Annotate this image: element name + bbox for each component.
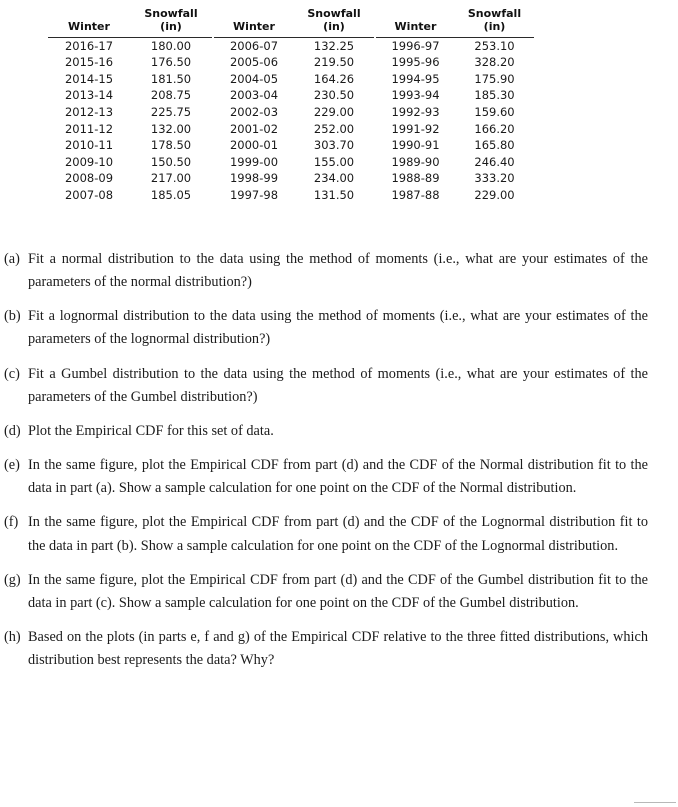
table-row [214, 88, 374, 105]
cell-winter: 1997-98 [229, 187, 279, 202]
cell-snowfall: 229.00 [313, 104, 355, 119]
column-header-snowfall [455, 0, 534, 38]
snowfall-table-group-1 [48, 0, 212, 204]
cell-winter: 1991-92 [391, 121, 440, 136]
cell-snowfall: 178.50 [150, 138, 192, 153]
table-row [376, 38, 534, 55]
cell-winter: 1994-95 [391, 71, 440, 86]
question-text-c: Fit a Gumbel distribution to the data using the method of moments (i.e., what are your estimates of the parameters of the Gumbel distribution?) [28, 365, 648, 405]
cell-winter: 2013-14 [64, 88, 114, 103]
question-item-a [0, 248, 678, 294]
cell-winter: 2014-15 [64, 71, 114, 86]
table-row [376, 88, 534, 105]
table-header [48, 0, 212, 38]
cell-winter: 2000-01 [229, 138, 279, 153]
cell-winter: 1993-94 [391, 88, 440, 103]
question-text-g: In the same figure, plot the Empirical CDF from part (d) and the CDF of the Gumbel distribution fit to the data in part (c). Show a sample calculation for one point on the CDF of the Gumbel distribution. [28, 571, 648, 611]
cell-snowfall: 175.90 [474, 71, 515, 86]
snowfall-table-group-3 [376, 0, 534, 204]
snowfall-table [214, 0, 374, 204]
table-row [48, 121, 212, 138]
cell-winter: 1996-97 [391, 38, 440, 53]
table-row [376, 71, 534, 88]
cell-snowfall: 303.70 [313, 138, 355, 153]
table-row [48, 55, 212, 72]
table-row [376, 104, 534, 121]
cell-winter: 1999-00 [229, 154, 279, 169]
cell-snowfall: 159.60 [474, 104, 515, 119]
cell-snowfall: 181.50 [150, 71, 192, 86]
cell-snowfall: 234.00 [313, 171, 355, 186]
question-item-g [0, 569, 678, 615]
cell-winter: 2016-17 [64, 38, 114, 53]
table-row [214, 71, 374, 88]
table-row [48, 171, 212, 188]
table-row [376, 138, 534, 155]
table-header-row [376, 0, 534, 38]
column-header-snowfall [130, 0, 212, 38]
cell-winter: 1992-93 [391, 104, 440, 119]
question-label-f: (f) [4, 514, 19, 531]
cell-snowfall: 246.40 [474, 154, 515, 169]
cell-snowfall: 229.00 [474, 187, 515, 202]
table-row [214, 55, 374, 72]
cell-winter: 2002-03 [229, 104, 279, 119]
question-item-c [0, 363, 678, 409]
table-row [48, 187, 212, 204]
table-row [376, 121, 534, 138]
table-header [376, 0, 534, 38]
question-label-g: (g) [4, 571, 21, 588]
table-row [376, 154, 534, 171]
column-header-snowfall [294, 0, 374, 38]
page-edge-artifact [634, 802, 676, 803]
question-item-b [0, 305, 678, 351]
cell-snowfall: 166.20 [474, 121, 515, 136]
table-row [48, 154, 212, 171]
table-row [376, 187, 534, 204]
question-item-h [0, 626, 678, 672]
table-row [376, 55, 534, 72]
question-item-f [0, 511, 678, 557]
table-row [48, 104, 212, 121]
question-list [0, 248, 678, 683]
question-text-f: In the same figure, plot the Empirical CDF from part (d) and the CDF of the Lognormal distribution fit to the data in part (b). Show a sample calculation for one point on the CDF of the Lognormal distribution. [28, 514, 648, 554]
cell-winter: 2009-10 [64, 154, 114, 169]
cell-snowfall: 219.50 [313, 55, 355, 70]
cell-winter: 2005-06 [229, 55, 279, 70]
table-header [214, 0, 374, 38]
table-row [214, 154, 374, 171]
cell-snowfall: 217.00 [150, 171, 192, 186]
snowfall-table [48, 0, 212, 204]
column-header-snowfall-units: (in) [483, 20, 506, 34]
cell-winter: 1995-96 [391, 55, 440, 70]
cell-winter: 2007-08 [64, 187, 114, 202]
cell-snowfall: 253.10 [474, 38, 515, 53]
table-row [214, 104, 374, 121]
column-header-winter: Winter [376, 0, 455, 38]
cell-winter: 2012-13 [64, 104, 114, 119]
column-header-winter: Winter [214, 0, 294, 38]
cell-winter: 1987-88 [391, 187, 440, 202]
column-header-snowfall-units: (in) [323, 20, 345, 34]
cell-winter: 1998-99 [229, 171, 279, 186]
question-label-a: (a) [4, 251, 20, 267]
question-text-h: Based on the plots (in parts e, f and g) of the Empirical CDF relative to the three fitted distributions, which distribution best represents the data? Why? [28, 629, 648, 669]
column-header-snowfall-line1: Snowfall [467, 7, 522, 21]
table-row [214, 38, 374, 55]
question-item-e [0, 454, 678, 500]
cell-winter: 2001-02 [229, 121, 279, 136]
cell-winter: 1989-90 [391, 154, 440, 169]
column-header-snowfall-units: (in) [160, 20, 182, 34]
snowfall-data-table-block [0, 0, 678, 243]
cell-winter: 2011-12 [64, 121, 114, 136]
cell-snowfall: 185.30 [474, 88, 515, 103]
column-header-winter: Winter [48, 0, 130, 38]
question-label-e: (e) [4, 457, 20, 474]
question-text-b: Fit a lognormal distribution to the data using the method of moments (i.e., what are your estimates of the parameters of the lognormal distribution?) [28, 308, 648, 348]
cell-snowfall: 164.26 [313, 71, 355, 86]
cell-winter: 2004-05 [229, 71, 279, 86]
table-row [214, 138, 374, 155]
table-row [214, 171, 374, 188]
cell-winter: 1990-91 [391, 138, 440, 153]
table-body [48, 38, 212, 204]
table-body [376, 38, 534, 204]
table-body [214, 38, 374, 204]
question-text-d: Plot the Empirical CDF for this set of data. [28, 422, 274, 439]
cell-snowfall: 230.50 [313, 88, 355, 103]
cell-snowfall: 150.50 [150, 154, 192, 169]
table-header-row [48, 0, 212, 38]
table-row [376, 171, 534, 188]
cell-snowfall: 328.20 [474, 55, 515, 70]
cell-snowfall: 185.05 [150, 187, 192, 202]
cell-snowfall: 208.75 [150, 88, 192, 103]
table-row [48, 138, 212, 155]
table-row [214, 187, 374, 204]
cell-winter: 2006-07 [229, 38, 279, 53]
question-label-h: (h) [4, 629, 21, 646]
cell-winter: 2015-16 [64, 55, 114, 70]
cell-snowfall: 225.75 [150, 104, 192, 119]
cell-snowfall: 155.00 [313, 154, 355, 169]
column-header-snowfall-line1: Snowfall [144, 7, 198, 21]
cell-snowfall: 165.80 [474, 138, 515, 153]
question-label-d: (d) [4, 422, 21, 439]
cell-snowfall: 333.20 [474, 171, 515, 186]
cell-snowfall: 132.25 [313, 38, 355, 53]
table-row [214, 121, 374, 138]
cell-winter: 2003-04 [229, 88, 279, 103]
snowfall-table [376, 0, 534, 204]
question-text-e: In the same figure, plot the Empirical CDF from part (d) and the CDF of the Normal distribution fit to the data in part (a). Show a sample calculation for one point on the CDF of the Normal distribution. [28, 457, 648, 497]
question-label-b: (b) [4, 308, 21, 325]
cell-winter: 1988-89 [391, 171, 440, 186]
cell-snowfall: 180.00 [150, 38, 192, 53]
table-row [48, 38, 212, 55]
cell-snowfall: 131.50 [313, 187, 355, 202]
question-text-a: Fit a normal distribution to the data using the method of moments (i.e., what are your estimates of the parameters of the normal distribution?) [28, 251, 648, 291]
cell-winter: 2008-09 [64, 171, 114, 186]
cell-snowfall: 252.00 [313, 121, 355, 136]
cell-winter: 2010-11 [64, 138, 114, 153]
cell-snowfall: 132.00 [150, 121, 192, 136]
table-row [48, 88, 212, 105]
table-header-row [214, 0, 374, 38]
column-header-snowfall-line1: Snowfall [307, 7, 361, 21]
question-label-c: (c) [4, 365, 20, 382]
table-row [48, 71, 212, 88]
cell-snowfall: 176.50 [150, 55, 192, 70]
question-item-d [0, 420, 678, 443]
snowfall-table-group-2 [214, 0, 374, 204]
